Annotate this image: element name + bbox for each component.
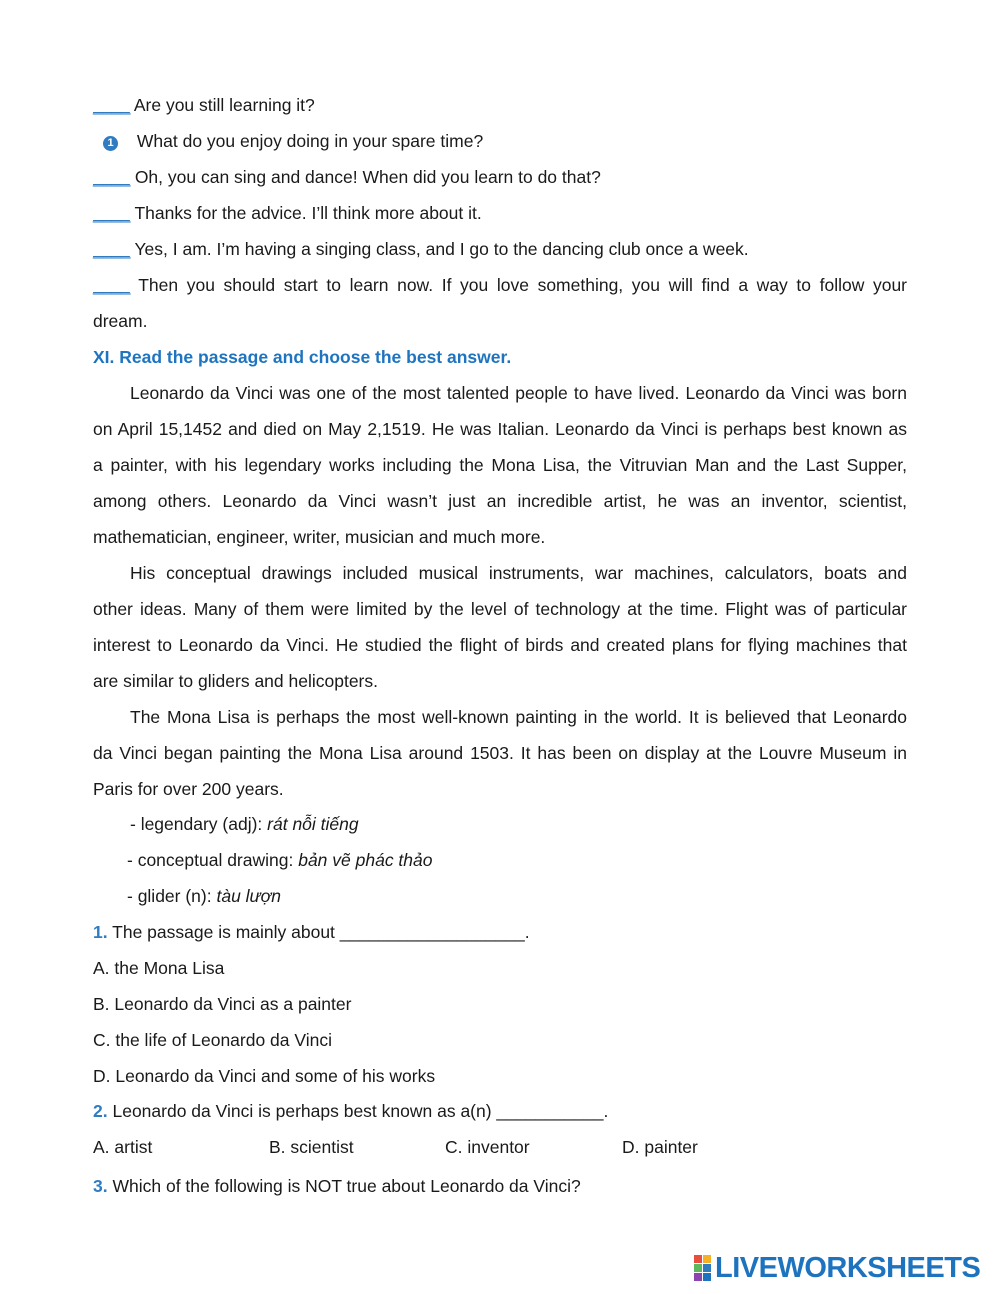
dialogue-text: Oh, you can sing and dance! When did you learn to do that? (134, 167, 601, 187)
answer-option[interactable]: A. the Mona Lisa (93, 958, 225, 978)
question (93, 1175, 581, 1197)
question-number: 3. (93, 1176, 108, 1196)
glossary-term: - legendary (adj): (130, 814, 268, 834)
passage-line: His conceptual drawings included musical instruments, war machines, calculators, boats and (130, 563, 907, 583)
dialogue-line (93, 274, 907, 296)
question (93, 1100, 608, 1122)
dialogue-line (103, 130, 483, 152)
answer-option[interactable]: D. Leonardo da Vinci and some of his works (93, 1066, 436, 1086)
passage-line: are similar to gliders and helicopters. (93, 671, 378, 691)
passage-line: on April 15,1452 and died on May 2,1519. He was Italian. Leonardo da Vinci is perhaps best known as (93, 419, 907, 439)
answer-option[interactable]: D. painter (622, 1137, 698, 1157)
passage-line: Leonardo da Vinci was one of the most talented people to have lived. Leonardo da Vinci was born (130, 383, 907, 403)
passage-line: among others. Leonardo da Vinci wasn’t just an incredible artist, he was an inventor, scientist, (93, 491, 907, 511)
answer-blank[interactable]: ____ (93, 95, 130, 115)
answer-option[interactable]: C. inventor (445, 1137, 530, 1157)
answer-option[interactable]: A. artist (93, 1137, 153, 1157)
glossary-meaning: bản vẽ phác thảo (298, 850, 433, 870)
dialogue-text-continued: dream. (93, 311, 148, 331)
answer-option[interactable]: B. Leonardo da Vinci as a painter (93, 994, 352, 1014)
dialogue-line (93, 202, 482, 224)
liveworksheets-logo (694, 1253, 980, 1283)
dialogue-text: What do you enjoy doing in your spare time? (136, 131, 484, 151)
order-number-badge: 1 (103, 136, 118, 151)
question-text: Which of the following is NOT true about Leonardo da Vinci? (112, 1176, 581, 1196)
dialogue-line (93, 238, 749, 260)
logo-text: LIVEWORKSHEETS (715, 1251, 981, 1284)
glossary-item (130, 813, 359, 835)
passage-line: Paris for over 200 years. (93, 779, 284, 799)
passage-line: a painter, with his legendary works including the Mona Lisa, the Vitruvian Man and the Last Supper, (93, 455, 907, 475)
glossary-meaning: rát nỗi tiếng (267, 814, 359, 834)
section-heading: XI. Read the passage and choose the best answer. (93, 347, 512, 367)
glossary-term: - conceptual drawing: (127, 850, 299, 870)
passage-line: other ideas. Many of them were limited by the level of technology at the time. Flight was of particular (93, 599, 907, 619)
logo-mark-icon (694, 1255, 711, 1281)
dialogue-text: Yes, I am. I’m having a singing class, and I go to the dancing club once a week. (134, 239, 749, 259)
glossary-term: - glider (n): (127, 886, 217, 906)
passage-line: The Mona Lisa is perhaps the most well-known painting in the world. It is believed that Leonardo (130, 707, 907, 727)
passage-line: interest to Leonardo da Vinci. He studied the flight of birds and created plans for flying machines that (93, 635, 907, 655)
dialogue-text: Thanks for the advice. I’ll think more about it. (134, 203, 482, 223)
question-text: The passage is mainly about ___________________. (112, 922, 530, 942)
dialogue-text: Then you should start to learn now. If you love something, you will find a way to follow your (138, 275, 908, 295)
answer-blank[interactable]: ____ (93, 203, 130, 223)
passage-line: da Vinci began painting the Mona Lisa around 1503. It has been on display at the Louvre Museum in (93, 743, 907, 763)
glossary-item (127, 885, 281, 907)
question-text: Leonardo da Vinci is perhaps best known as a(n) ___________. (112, 1101, 609, 1121)
passage-line: mathematician, engineer, writer, musician and much more. (93, 527, 546, 547)
question-number: 1. (93, 922, 108, 942)
dialogue-text: Are you still learning it? (133, 95, 315, 115)
question (93, 921, 530, 943)
glossary-item (127, 849, 433, 871)
answer-option[interactable]: C. the life of Leonardo da Vinci (93, 1030, 333, 1050)
question-number: 2. (93, 1101, 108, 1121)
answer-blank[interactable]: ____ (93, 239, 130, 259)
glossary-meaning: tàu lượn (216, 886, 281, 906)
dialogue-line (93, 166, 601, 188)
answer-blank[interactable]: ____ (93, 167, 130, 187)
answer-blank[interactable]: ____ (93, 275, 130, 295)
dialogue-line (93, 94, 315, 116)
answer-option[interactable]: B. scientist (269, 1137, 354, 1157)
